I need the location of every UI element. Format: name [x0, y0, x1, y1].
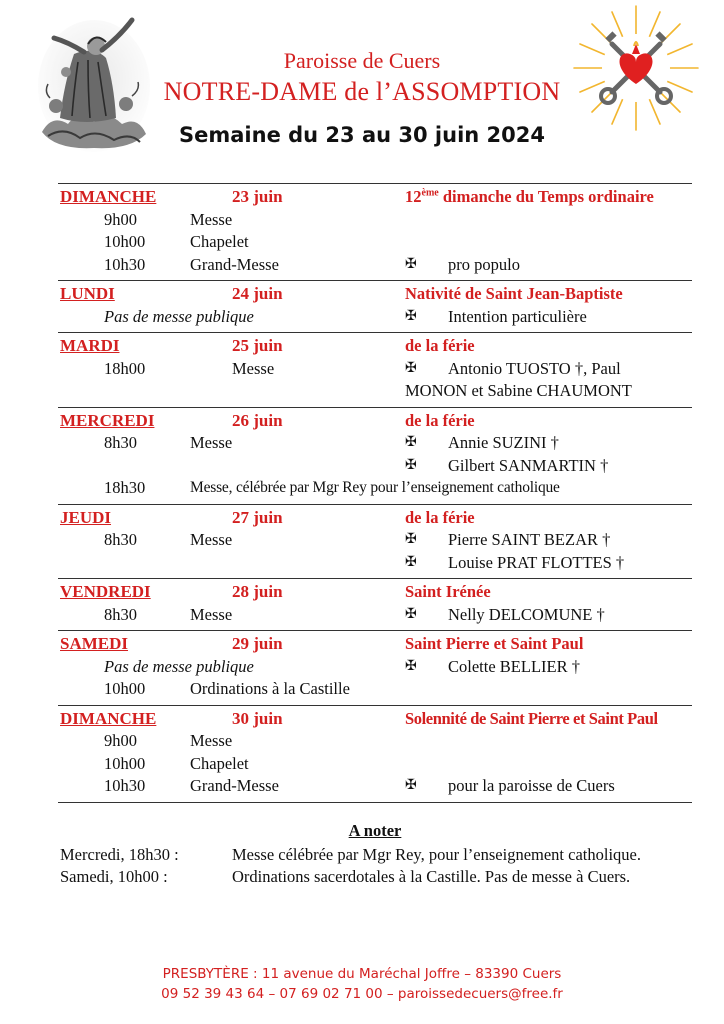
mass-activity: Messe — [190, 731, 233, 750]
note-item — [58, 844, 692, 866]
footer-phone-email: 09 52 39 43 64 – 07 69 02 71 00 – paroissedecuers@free.fr — [161, 986, 563, 1002]
note-label: Mercredi, 18h30 : — [60, 845, 179, 864]
mass-time: 10h30 — [104, 776, 146, 795]
church-name: NOTRE-DAME de l’ASSOMPTION — [163, 77, 561, 106]
feast-name: Solennité de Saint Pierre et Saint Paul — [405, 708, 658, 728]
day-block-saturday — [58, 630, 692, 705]
mass-intention: Colette BELLIER † — [448, 656, 580, 676]
mass-activity-long: Messe, célébrée par Mgr Rey pour l’enseignement catholique — [190, 479, 560, 496]
day-date: 26 juin — [232, 410, 283, 430]
notes-title: A noter — [348, 821, 402, 840]
mass-activity: Messe — [190, 433, 233, 452]
day-name: VENDREDI — [60, 582, 151, 601]
mass-intention: pro populo — [448, 254, 520, 274]
day-date: 30 juin — [232, 708, 283, 728]
mass-intention: Gilbert SANMARTIN † — [448, 455, 609, 475]
mass-intention: Intention particulière — [448, 306, 587, 326]
week-title: Semaine du 23 au 30 juin 2024 — [179, 123, 545, 147]
mass-activity: Messe — [232, 358, 275, 378]
parish-name: Paroisse de Cuers — [283, 48, 441, 73]
day-block-tuesday — [58, 332, 692, 407]
feast-name: de la férie — [405, 336, 475, 355]
mass-activity: Chapelet — [190, 753, 249, 773]
mass-activity: Grand-Messe — [190, 776, 279, 795]
cross-icon: ✠ — [405, 435, 417, 450]
day-name: DIMANCHE — [60, 187, 157, 206]
day-block-sunday-23 — [58, 183, 692, 280]
mass-activity: Messe — [190, 604, 233, 624]
cross-icon: ✠ — [405, 256, 417, 272]
page-header — [0, 0, 724, 160]
note-item — [58, 866, 692, 888]
feast-name: 12ème dimanche du Temps ordinaire — [405, 187, 654, 206]
mass-time: 9h00 — [104, 731, 137, 750]
day-name: MARDI — [60, 336, 120, 355]
feast-name: Saint Pierre et Saint Paul — [405, 634, 584, 653]
mass-intention: Nelly DELCOMUNE † — [448, 604, 605, 624]
day-name: SAMEDI — [60, 634, 129, 653]
no-public-mass-note: Pas de messe publique — [104, 656, 254, 676]
mass-activity: Grand-Messe — [190, 254, 279, 274]
day-date: 27 juin — [232, 507, 283, 527]
no-public-mass-note: Pas de messe publique — [104, 306, 254, 326]
feast-name: de la férie — [405, 507, 475, 527]
mass-time: 8h30 — [104, 530, 137, 549]
feast-name: de la férie — [405, 410, 475, 430]
footer-contact — [0, 964, 724, 1004]
day-date: 25 juin — [232, 336, 283, 355]
mass-time: 9h00 — [104, 209, 137, 229]
note-label: Samedi, 10h00 : — [60, 867, 168, 886]
mass-time: 10h00 — [104, 679, 146, 698]
feast-name: Nativité de Saint Jean-Baptiste — [405, 284, 623, 303]
day-block-wednesday — [58, 407, 692, 504]
day-date: 24 juin — [232, 284, 283, 303]
mass-time: 10h00 — [104, 753, 146, 773]
mass-activity: Messe — [190, 209, 233, 229]
mass-activity: Messe — [190, 530, 233, 549]
day-name: LUNDI — [60, 284, 115, 303]
mass-intention: Louise PRAT FLOTTES † — [448, 552, 625, 572]
mass-intention-continued: MONON et Sabine CHAUMONT — [405, 381, 632, 400]
day-date: 29 juin — [232, 634, 283, 653]
mass-time: 8h30 — [104, 604, 137, 624]
mass-time: 10h30 — [104, 254, 146, 274]
day-date: 28 juin — [232, 582, 283, 601]
cross-icon: ✠ — [405, 554, 417, 570]
mass-activity: Chapelet — [190, 232, 249, 251]
day-block-sunday-30 — [58, 705, 692, 803]
cross-icon: ✠ — [405, 606, 417, 622]
day-name: JEUDI — [60, 507, 112, 527]
day-block-monday — [58, 280, 692, 332]
note-text: Ordinations sacerdotales à la Castille. Pas de messe à Cuers. — [232, 867, 631, 886]
mass-intention: Annie SUZINI † — [448, 433, 559, 452]
day-block-friday — [58, 578, 692, 630]
cross-icon: ✠ — [405, 778, 417, 793]
footer-address: PRESBYTÈRE : 11 avenue du Maréchal Joffre – 83390 Cuers — [162, 966, 562, 982]
cross-icon: ✠ — [405, 457, 417, 473]
mass-time: 8h30 — [104, 433, 137, 452]
day-name: MERCREDI — [60, 410, 155, 430]
cross-icon: ✠ — [405, 360, 417, 376]
mass-intention: Pierre SAINT BEZAR † — [448, 530, 611, 549]
mass-time: 18h00 — [104, 358, 146, 378]
mass-time: 18h30 — [104, 478, 146, 497]
feast-name: Saint Irénée — [405, 582, 491, 601]
mass-time: 10h00 — [104, 232, 146, 251]
cross-icon: ✠ — [405, 658, 417, 674]
cross-icon: ✠ — [405, 308, 417, 324]
mass-intention: pour la paroisse de Cuers — [448, 776, 615, 795]
cross-icon: ✠ — [405, 532, 417, 547]
notes-section — [58, 820, 692, 888]
day-block-thursday — [58, 504, 692, 579]
weekly-schedule — [58, 183, 692, 803]
day-date: 23 juin — [232, 187, 283, 206]
day-name: DIMANCHE — [60, 708, 157, 728]
mass-activity: Ordinations à la Castille — [190, 679, 350, 698]
note-text: Messe célébrée par Mgr Rey, pour l’enseignement catholique. — [232, 845, 641, 864]
mass-intention: Antonio TUOSTO †, Paul — [448, 358, 621, 378]
